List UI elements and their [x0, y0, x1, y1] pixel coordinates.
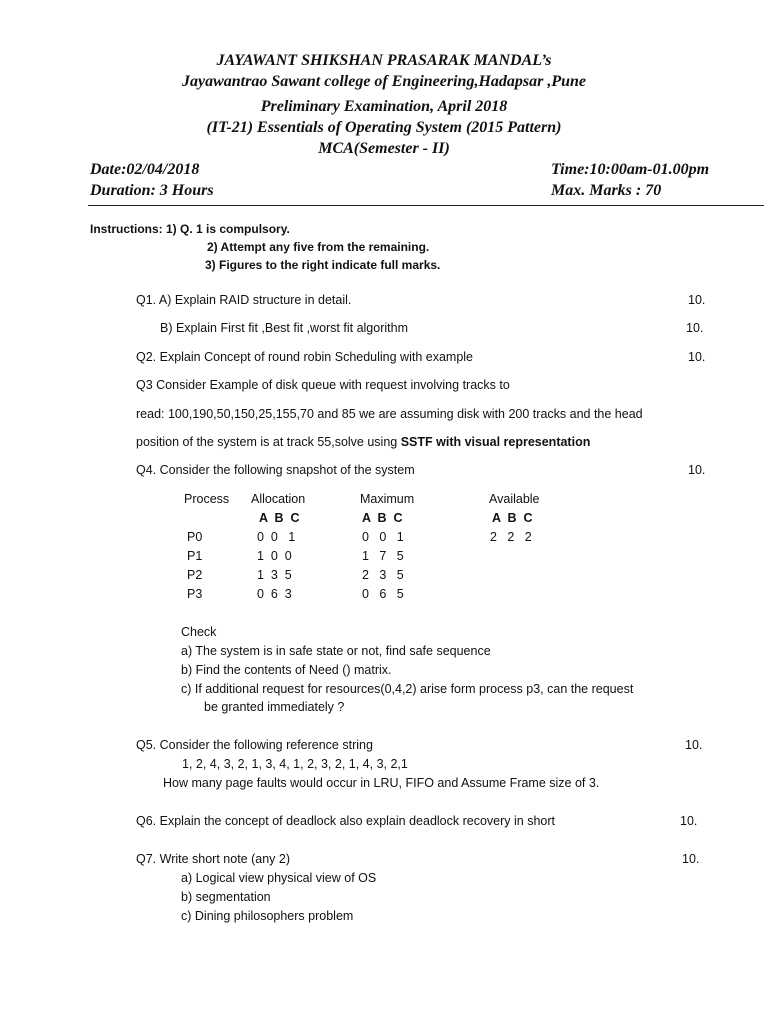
q3-line3-text: position of the system is at track 55,solve using	[136, 435, 401, 449]
q4-part-b: b) Find the contents of Need () matrix.	[181, 663, 392, 677]
instruction-2: 2) Attempt any five from the remaining.	[207, 240, 430, 254]
table-header-process: Process	[184, 492, 230, 506]
q4-part-a: a) The system is in safe state or not, find safe sequence	[181, 644, 491, 658]
q4-part-c-line2: be granted immediately ?	[204, 700, 345, 714]
subject-title: (IT-21) Essentials of Operating System (2015 Pattern)	[206, 119, 562, 136]
table-header-allocation: Allocation	[251, 492, 306, 506]
instruction-3: 3) Figures to the right indicate full marks.	[205, 258, 441, 272]
q3-line3	[136, 435, 590, 449]
max-marks: Max. Marks : 70	[551, 182, 662, 199]
institution-name: JAYAWANT SHIKSHAN PRASARAK MANDAL’s	[216, 52, 552, 69]
q5-marks: 10.	[685, 738, 703, 752]
q4-check: Check	[181, 625, 217, 639]
table-row-p0-available: 2 2 2	[490, 530, 532, 544]
table-subheader-maximum: A B C	[362, 511, 403, 525]
q1a-marks: 10.	[688, 293, 706, 307]
table-header-available: Available	[489, 492, 540, 506]
exam-date: Date:02/04/2018	[90, 161, 200, 178]
table-row-p2-process: P2	[187, 568, 203, 582]
q4-part-c-line1: c) If additional request for resources(0,4,2) arise form process p3, can the request	[181, 682, 634, 696]
q4-text: Q4. Consider the following snapshot of the system	[136, 463, 415, 477]
table-row-p3-allocation: 0 6 3	[257, 587, 292, 601]
q3-line2: read: 100,190,50,150,25,155,70 and 85 we are assuming disk with 200 tracks and the head	[136, 407, 643, 421]
table-row-p2-maximum: 2 3 5	[362, 568, 404, 582]
table-row-p3-process: P3	[187, 587, 203, 601]
q1b-marks: 10.	[686, 321, 704, 335]
q3-line1: Q3 Consider Example of disk queue with request involving tracks to	[136, 378, 510, 392]
table-subheader-available: A B C	[492, 511, 533, 525]
table-row-p0-maximum: 0 0 1	[362, 530, 404, 544]
table-row-p0-process: P0	[187, 530, 203, 544]
q1a-text: Q1. A) Explain RAID structure in detail.	[136, 293, 352, 307]
table-row-p1-maximum: 1 7 5	[362, 549, 404, 563]
table-row-p0-allocation: 0 0 1	[257, 530, 296, 544]
q2-marks: 10.	[688, 350, 706, 364]
table-row-p2-allocation: 1 3 5	[257, 568, 292, 582]
table-subheader-allocation: A B C	[259, 511, 300, 525]
q5-reference-string: 1, 2, 4, 3, 2, 1, 3, 4, 1, 2, 3, 2, 1, 4, 3, 2,1	[182, 757, 408, 771]
table-header-maximum: Maximum	[360, 492, 415, 506]
instruction-1: Instructions: 1) Q. 1 is compulsory.	[90, 222, 290, 236]
college-name: Jayawantrao Sawant college of Engineering,Hadapsar ,Pune	[181, 73, 587, 90]
q7-part-b: b) segmentation	[181, 890, 271, 904]
header-divider	[88, 205, 764, 206]
q6-text: Q6. Explain the concept of deadlock also explain deadlock recovery in short	[136, 814, 555, 828]
table-row-p1-process: P1	[187, 549, 203, 563]
table-row-p1-allocation: 1 0 0	[257, 549, 292, 563]
q7-part-a: a) Logical view physical view of OS	[181, 871, 377, 885]
program-title: MCA(Semester - II)	[318, 140, 450, 157]
q1b-text: B) Explain First fit ,Best fit ,worst fit algorithm	[160, 321, 408, 335]
q2-text: Q2. Explain Concept of round robin Scheduling with example	[136, 350, 474, 364]
exam-time: Time:10:00am-01.00pm	[551, 161, 710, 178]
table-row-p3-maximum: 0 6 5	[362, 587, 404, 601]
q6-marks: 10.	[680, 814, 698, 828]
q5-question: How many page faults would occur in LRU, FIFO and Assume Frame size of 3.	[163, 776, 600, 790]
exam-duration: Duration: 3 Hours	[90, 182, 214, 199]
q7-marks: 10.	[682, 852, 700, 866]
q3-line3-bold: SSTF with visual representation	[400, 435, 591, 449]
q5-text: Q5. Consider the following reference string	[136, 738, 373, 752]
q4-marks: 10.	[688, 463, 706, 477]
exam-title: Preliminary Examination, April 2018	[260, 98, 508, 115]
q7-part-c: c) Dining philosophers problem	[181, 909, 354, 923]
q7-text: Q7. Write short note (any 2)	[136, 852, 290, 866]
